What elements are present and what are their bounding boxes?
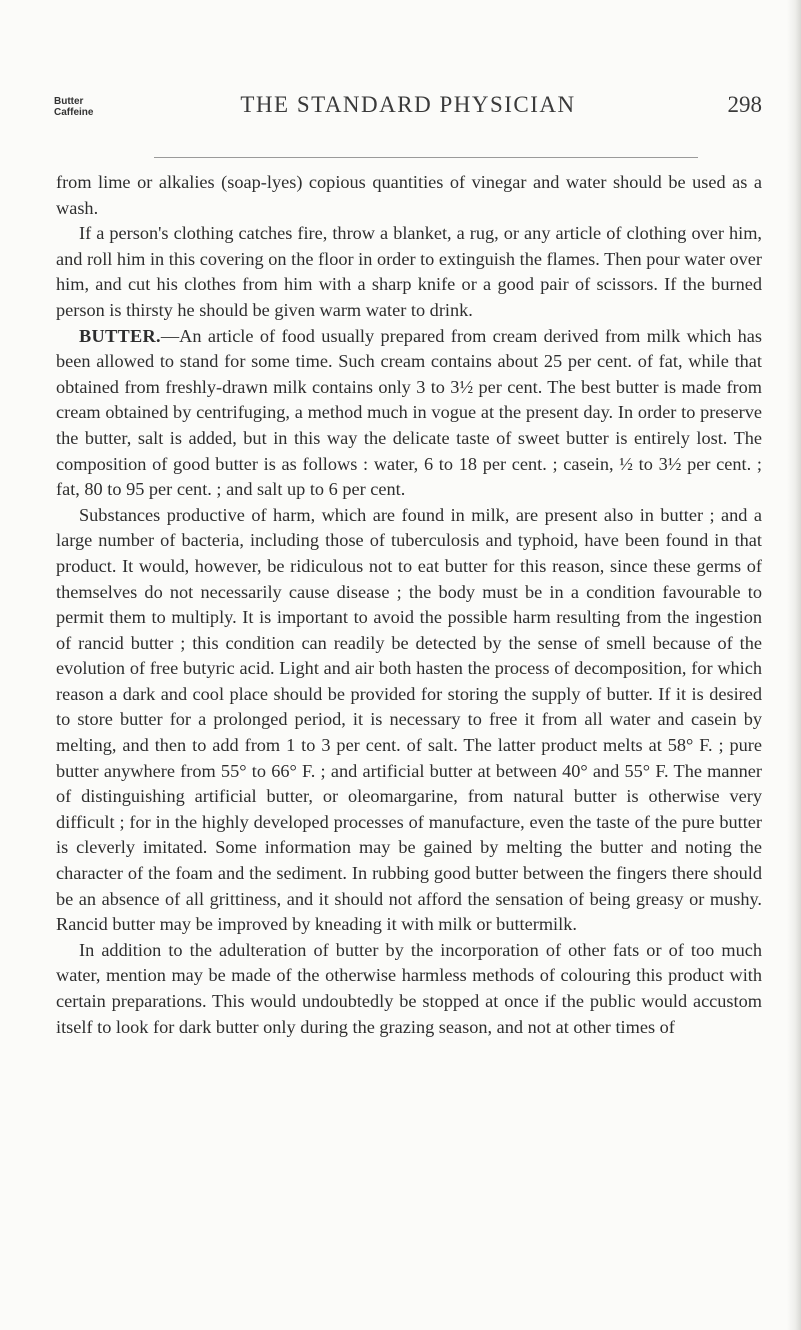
page-edge-shadow xyxy=(787,0,801,1330)
entry-headword: BUTTER. xyxy=(79,325,161,346)
article-body xyxy=(56,170,762,1040)
paragraph-butter-entry xyxy=(56,324,762,503)
guide-word-bottom: Caffeine xyxy=(54,107,94,118)
page-header xyxy=(54,92,762,132)
paragraph-butter-harm: Substances productive of harm, which are found in milk, are present also in butter ; and a large number of bacteria, including those of tuberculosis and typhoid, have been found in that product. It would, however, be ridiculous not to eat butter for this reason, since these germs of themselves do not necessarily cause disease ; the body must be in a condition favourable to permit them to multiply. It is important to avoid the possible harm resulting from the ingestion of rancid butter ; this condition can readily be detected by the sense of smell because of the evolution of free butyric acid. Light and air both hasten the process of decomposition, for which reason a dark and cool place should be provided for storing the supply of butter. If it is desired to store butter for a prolonged period, it is necessary to free it from all water and casein by melting, and then to add from 1 to 3 per cent. of salt. The latter product melts at 58° F. ; pure butter anywhere from 55° to 66° F. ; and artificial butter at between 40° and 55° F. The manner of distinguishing artificial butter, or oleomargarine, from natural butter is otherwise very difficult ; for in the highly developed processes of manufacture, even the taste of the pure butter is cleverly imitated. Some information may be gained by melting the butter and noting the character of the foam and the sediment. In rubbing good butter between the fingers there should be an absence of all grittiness, and it should not afford the sensation of being greasy or mushy. Rancid butter may be improved by kneading it with milk or buttermilk. xyxy=(56,504,762,935)
header-rule xyxy=(154,157,698,158)
paragraph-burning-clothes: If a person's clothing catches fire, throw a blanket, a rug, or any article of clothing over him, and roll him in this covering on the floor in order to extinguish the flames. Then pour water over him, and cut his clothes from him with a sharp knife or a good pair of scissors. If the burned person is thirsty he should be given warm water to drink. xyxy=(56,223,762,320)
entry-definition: —An article of food usually prepared from cream derived from milk which has been allowed to stand for some time. Such cream contains about 25 per cent. of fat, while that obtained from freshly-drawn milk contains only 3 to 3½ per cent. The best butter is made from cream obtained by centrifuging, a method much in vogue at the present day. In order to preserve the butter, salt is added, but in this way the delicate taste of sweet butter is entirely lost. The composition of good butter is as follows : water, 6 to 18 per cent. ; casein, ½ to 3½ per cent. ; fat, 80 to 95 per cent. ; and salt up to 6 per cent. xyxy=(56,325,762,500)
page-number: 298 xyxy=(727,92,762,117)
guide-word-top: Butter xyxy=(54,96,84,107)
paragraph-continued: from lime or alkalies (soap-lyes) copious quantities of vinegar and water should be used as a wash. xyxy=(56,172,762,218)
running-title: THE STANDARD PHYSICIAN xyxy=(240,92,576,117)
paragraph-butter-adulteration: In addition to the adulteration of butter by the incorporation of other fats or of too much water, mention may be made of the otherwise harmless methods of colouring this product with certain preparations. This would undoubtedly be stopped at once if the public would accustom itself to look for dark butter only during the grazing season, and not at other times of xyxy=(56,939,762,1037)
